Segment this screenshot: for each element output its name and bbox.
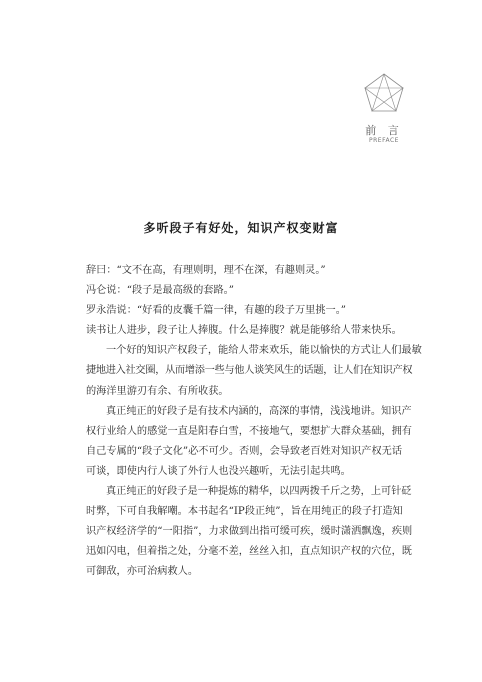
body-line: 可谈，即使内行人谈了外行人也没兴趣听，无法引起共鸣。 <box>86 465 351 477</box>
pentagon-star-icon <box>360 70 408 118</box>
article-body <box>86 261 424 583</box>
body-line: 辞曰：“文不在高，有理则明，理不在深，有趣则灵。” <box>86 265 326 276</box>
body-line: 罗永浩说：“好看的皮囊千篇一律，有趣的段子万里挑一。” <box>86 305 347 317</box>
preface-heading-english: PREFACE <box>369 137 399 144</box>
body-line: 识产权经济学的“一阳指”，力求做到出指可缓可疾，缓时潇洒飘逸，疾则 <box>86 526 413 538</box>
body-line: 自己专属的“段子文化”必不可少。否则，会导致老百姓对知识产权无话 <box>86 445 403 457</box>
body-line: 冯仑说：“段子是最高级的套路。” <box>86 285 234 297</box>
body-line: 一个好的知识产权段子，能给人带来欢乐，能以愉快的方式让人们最敏 <box>106 345 422 357</box>
body-line: 真正纯正的好段子是有技术内涵的，高深的事情，浅浅地讲。知识产 <box>106 405 412 417</box>
article-title: 多听段子有好处，知识产权变财富 <box>143 221 339 235</box>
body-line: 的海洋里游刃有余、有所收获。 <box>86 385 229 397</box>
body-line: 读书让人进步，段子让人捧腹。什么是捧腹？就是能够给人带来快乐。 <box>86 325 402 337</box>
body-line: 时弊，下可自我解嘲。本书起名“IP段正纯”，旨在用纯正的段子打造知 <box>86 506 403 518</box>
body-line: 可御敌，亦可治病救人。 <box>86 566 199 578</box>
body-line: 真正纯正的好段子是一种提炼的精华，以四两拨千斤之势，上可针砭 <box>106 486 412 498</box>
preface-heading-chinese: 前 言 <box>365 124 403 137</box>
body-line: 捷地进入社交圈，从而增添一些与他人谈笑风生的话题，让人们在知识产权 <box>86 365 413 377</box>
preface-logo-icon <box>360 70 408 118</box>
body-line: 迅如闪电，但着指之处，分毫不差，丝丝入扣，直点知识产权的穴位，既 <box>86 546 412 558</box>
body-line: 权行业给人的感觉一直是阳春白雪，不接地气，要想扩大群众基础，拥有 <box>86 425 412 437</box>
